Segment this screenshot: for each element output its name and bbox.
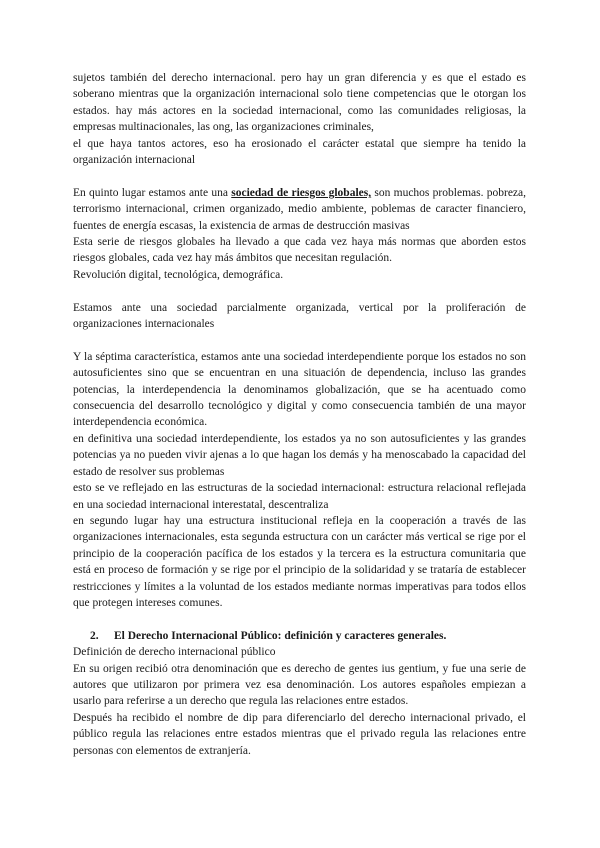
paragraph: en segundo lugar hay una estructura institucional refleja en la cooperación a través de las organizaciones internacionales, esta segunda estructura con un carácter más vertical se rige por el principio de la cooperación pacífica de los estados y la tercera es la estructura comunitaria que está en proceso de formación y se rige por el principio de la solidaridad y se trataría de establecer restricciones y límites a la voluntad de los estados mediante normas imperativas para todos ellos que protegen intereses comunes. xyxy=(73,514,526,609)
paragraph xyxy=(73,185,526,234)
paragraph: Esta serie de riesgos globales ha llevado a que cada vez haya más normas que aborden estos riesgos globales, cada vez hay más ámbitos que necesitan regulación. xyxy=(73,236,526,265)
section-heading xyxy=(73,628,526,644)
paragraph: Y la séptima característica, estamos ante una sociedad interdependiente porque los estados no son autosuficientes sino que se encuentran en una situación de dependencia, incluso las grandes potencias, la interdependencia la denominamos globalización, que se ha acentuado como consecuencia del desarrollo tecnológico y digital y como consecuencia también de una mayor interdependencia económica. xyxy=(73,350,526,429)
spacer xyxy=(73,283,526,299)
section-title: El Derecho Internacional Público: definición y caracteres generales. xyxy=(114,629,447,642)
paragraph: en definitiva una sociedad interdependiente, los estados ya no son autosuficientes y las grandes potencias ya no pueden vivir ajenas a lo que hagan los demás y ha menoscabado la capacidad del estado de resolver sus problemas xyxy=(73,432,526,478)
document-body xyxy=(73,70,526,759)
spacer xyxy=(73,611,526,627)
paragraph: Después ha recibido el nombre de dip para diferenciarlo del derecho internacional privado, el público regula las relaciones entre estados mientras que el privado regula las relaciones entre personas con elementos de extranjería. xyxy=(73,711,526,757)
paragraph: Revolución digital, tecnológica, demográfica. xyxy=(73,268,284,281)
paragraph: En su origen recibió otra denominación que es derecho de gentes ius gentium, y fue una serie de autores que utilizaron por primera vez esa denominación. Los autores españoles empiezan a usarlo para referirse a un derecho que regula las relaciones entre estados. xyxy=(73,662,526,708)
text-run: En quinto lugar estamos ante una xyxy=(73,186,232,199)
spacer xyxy=(73,332,526,348)
paragraph: Estamos ante una sociedad parcialmente organizada, vertical por la proliferación de organizaciones internacionales xyxy=(73,301,526,331)
paragraph: el que haya tantos actores, eso ha erosionado el carácter estatal que siempre ha tenido la organización internacional xyxy=(73,137,526,167)
emphasis-text: sociedad de riesgos globales, xyxy=(231,186,372,199)
spacer xyxy=(73,168,526,184)
section-number: 2. xyxy=(90,629,99,642)
paragraph: sujetos también del derecho internacional. pero hay un gran diferencia y es que el estado es soberano mientras que la organización internacional solo tiene competencias que le otorgan los estados. hay más actores en la sociedad internacional, como las comunidades religiosas, la empresas multinacionales, las ong, las organizaciones criminales, xyxy=(73,72,526,134)
text-run: son muchos problemas. pobreza, terrorismo internacional, crimen organizado, medio ambiente, poblemas de caracter financiero, fuentes de energía escasas, la existencia de armas de destrucción masivas xyxy=(73,186,527,232)
paragraph: esto se ve reflejado en las estructuras de la sociedad internacional: estructura relacional reflejada en una sociedad internacional interestatal, descentraliza xyxy=(73,482,526,511)
section-subtitle: Definición de derecho internacional público xyxy=(73,646,276,659)
